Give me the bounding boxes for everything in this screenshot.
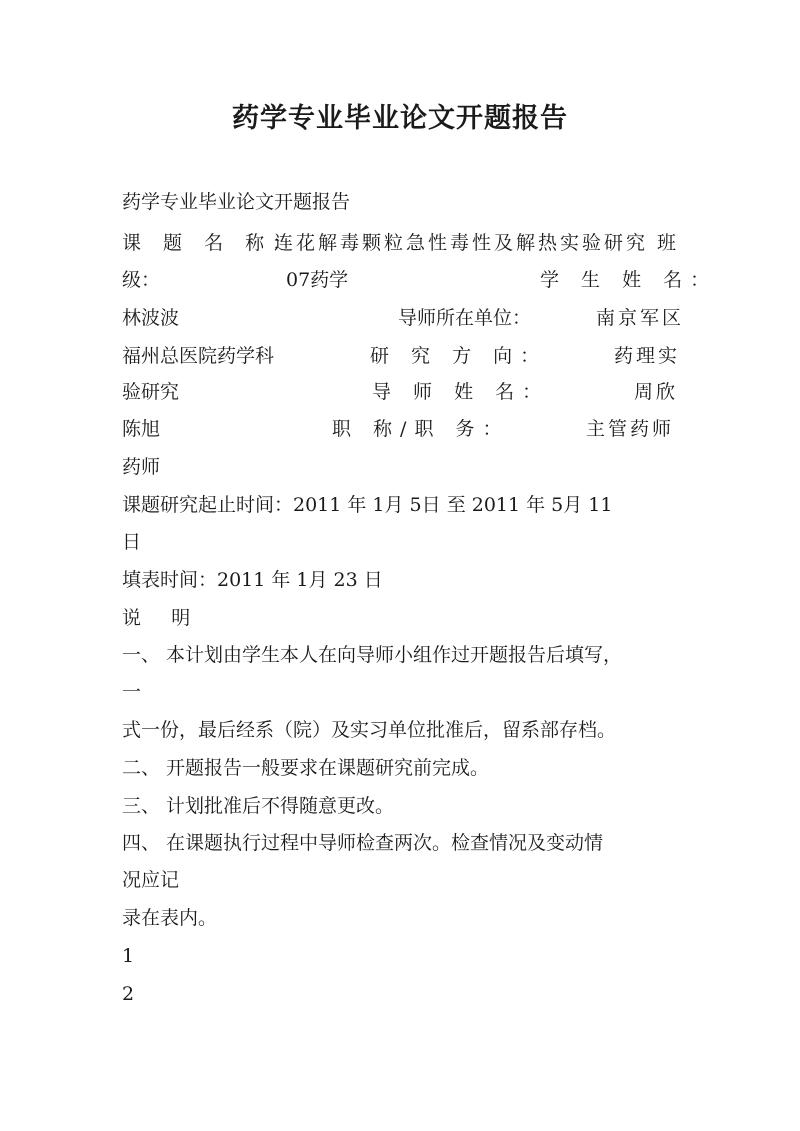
title-position-label: 职 称/职 务： xyxy=(332,418,510,440)
note-4-cont2: 录在表内。 xyxy=(122,907,218,929)
class-value: 07药学 xyxy=(286,269,349,291)
note-1: 一、 本计划由学生本人在向导师小组作过开题报告后填写， xyxy=(122,644,623,666)
title-position-value: 主管药师 xyxy=(586,418,675,440)
note-4-cont: 况应记 xyxy=(122,869,180,891)
research-period: 课题研究起止时间：2011 年 1月 5日 至 2011 年 5月 11 xyxy=(122,494,613,516)
research-direction-value-cont: 验研究 xyxy=(122,381,180,403)
topic-value: 连花解毒颗粒急性毒性及解热实验研究 班 xyxy=(274,232,680,254)
note-2: 二、 开题报告一般要求在课题研究前完成。 xyxy=(122,757,490,779)
supervisor-name-value: 周欣 xyxy=(634,381,679,403)
topic-label: 课 题 名 称： xyxy=(122,232,300,254)
supervisor-unit-value-cont: 福州总医院药学科 xyxy=(122,345,275,367)
research-direction-label: 研 究 方 向： xyxy=(370,345,548,367)
document-title: 药学专业毕业论文开题报告 xyxy=(232,103,568,134)
title-position-value-cont: 药师 xyxy=(122,456,161,478)
page-number-2: 2 xyxy=(122,983,135,1005)
note-4: 四、 在课题执行过程中导师检查两次。检查情况及变动情 xyxy=(122,832,604,854)
student-name-label: 学 生 姓 名： xyxy=(540,269,718,291)
student-name-value: 林波波 xyxy=(122,307,180,329)
note-1-cont: 一 xyxy=(122,681,142,703)
supervisor-name-value-cont: 陈旭 xyxy=(122,418,161,440)
subtitle-line: 药学专业毕业论文开题报告 xyxy=(122,191,351,213)
supervisor-unit-value: 南京军区 xyxy=(596,307,685,329)
class-label: 级： xyxy=(122,269,161,291)
research-period-cont: 日 xyxy=(122,531,142,553)
note-1-cont2: 式一份，最后经系（院）及实习单位批准后，留系部存档。 xyxy=(122,719,617,741)
supervisor-name-label: 导 师 姓 名： xyxy=(372,381,550,403)
notes-heading: 说 明 xyxy=(122,607,191,629)
note-3: 三、 计划批准后不得随意更改。 xyxy=(122,795,395,817)
supervisor-unit-label: 导师所在单位： xyxy=(398,307,532,329)
fill-date: 填表时间：2011 年 1月 23 日 xyxy=(122,569,383,591)
page-number-1: 1 xyxy=(122,945,135,967)
research-direction-value: 药理实 xyxy=(614,345,681,367)
